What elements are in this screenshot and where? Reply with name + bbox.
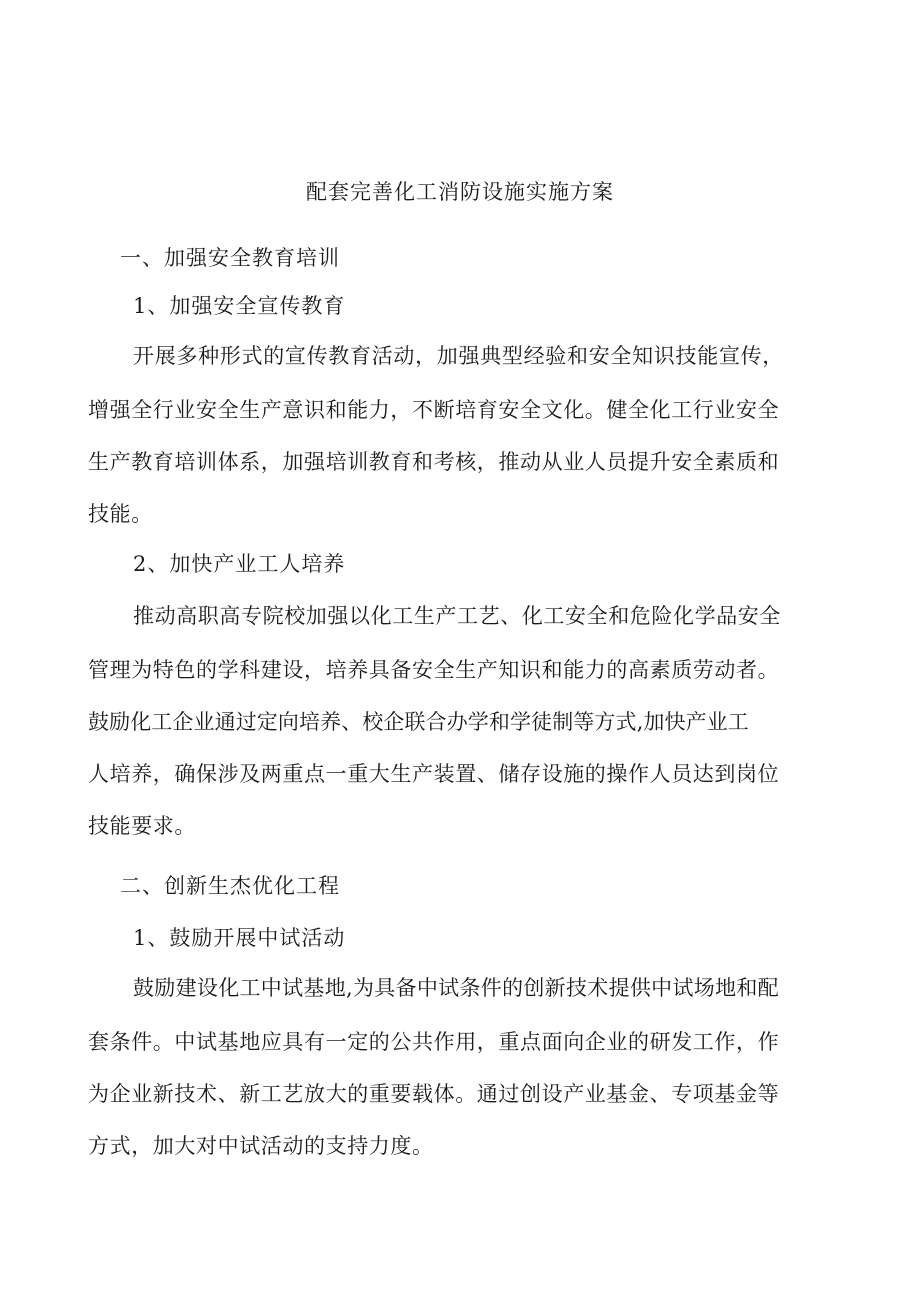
document-title: 配套完善化工消防设施实施方案 <box>306 180 614 204</box>
paragraph-line: 鼓励化工企业通过定向培养、校企联合办学和学徒制等方式,加快产业工 <box>88 710 749 734</box>
paragraph-line: 鼓励建设化工中试基地,为具备中试条件的创新技术提供中试场地和配 <box>133 976 779 1000</box>
paragraph-line: 方式，加大对中试活动的支持力度。 <box>88 1134 434 1158</box>
section-heading-2: 二、创新生杰优化工程 <box>120 874 340 898</box>
paragraph-line: 推动高职高专院校加强以化工生产工艺、化工安全和危险化学品安全 <box>133 604 781 628</box>
paragraph-line: 套条件。中试基地应具有一定的公共作用，重点面向企业的研发工作，作 <box>88 1030 780 1054</box>
subsection-heading-1-1: 1、加强安全宣传教育 <box>133 294 346 318</box>
paragraph-line: 技能要求。 <box>88 814 196 838</box>
subsection-heading-2-1: 1、鼓励开展中试活动 <box>133 926 346 950</box>
paragraph-line: 为企业新技术、新工艺放大的重要载体。通过创设产业基金、专项基金等 <box>88 1082 780 1106</box>
section-heading-1: 一、加强安全教育培训 <box>120 246 340 270</box>
paragraph-line: 技能。 <box>88 502 153 526</box>
paragraph-line: 管理为特色的学科建设，培养具备安全生产知识和能力的高素质劳动者。 <box>88 658 780 682</box>
paragraph-line: 增强全行业安全生产意识和能力，不断培育安全文化。健全化工行业安全 <box>88 398 780 422</box>
paragraph-line: 开展多种形式的宣传教育活动，加强典型经验和安全知识技能宣传， <box>133 344 784 368</box>
paragraph-line: 人培养，确保涉及两重点一重大生产装置、储存设施的操作人员达到岗位 <box>88 762 780 786</box>
paragraph-line: 生产教育培训体系，加强培训教育和考核，推动从业人员提升安全素质和 <box>88 450 780 474</box>
subsection-heading-1-2: 2、加快产业工人培养 <box>133 552 346 576</box>
